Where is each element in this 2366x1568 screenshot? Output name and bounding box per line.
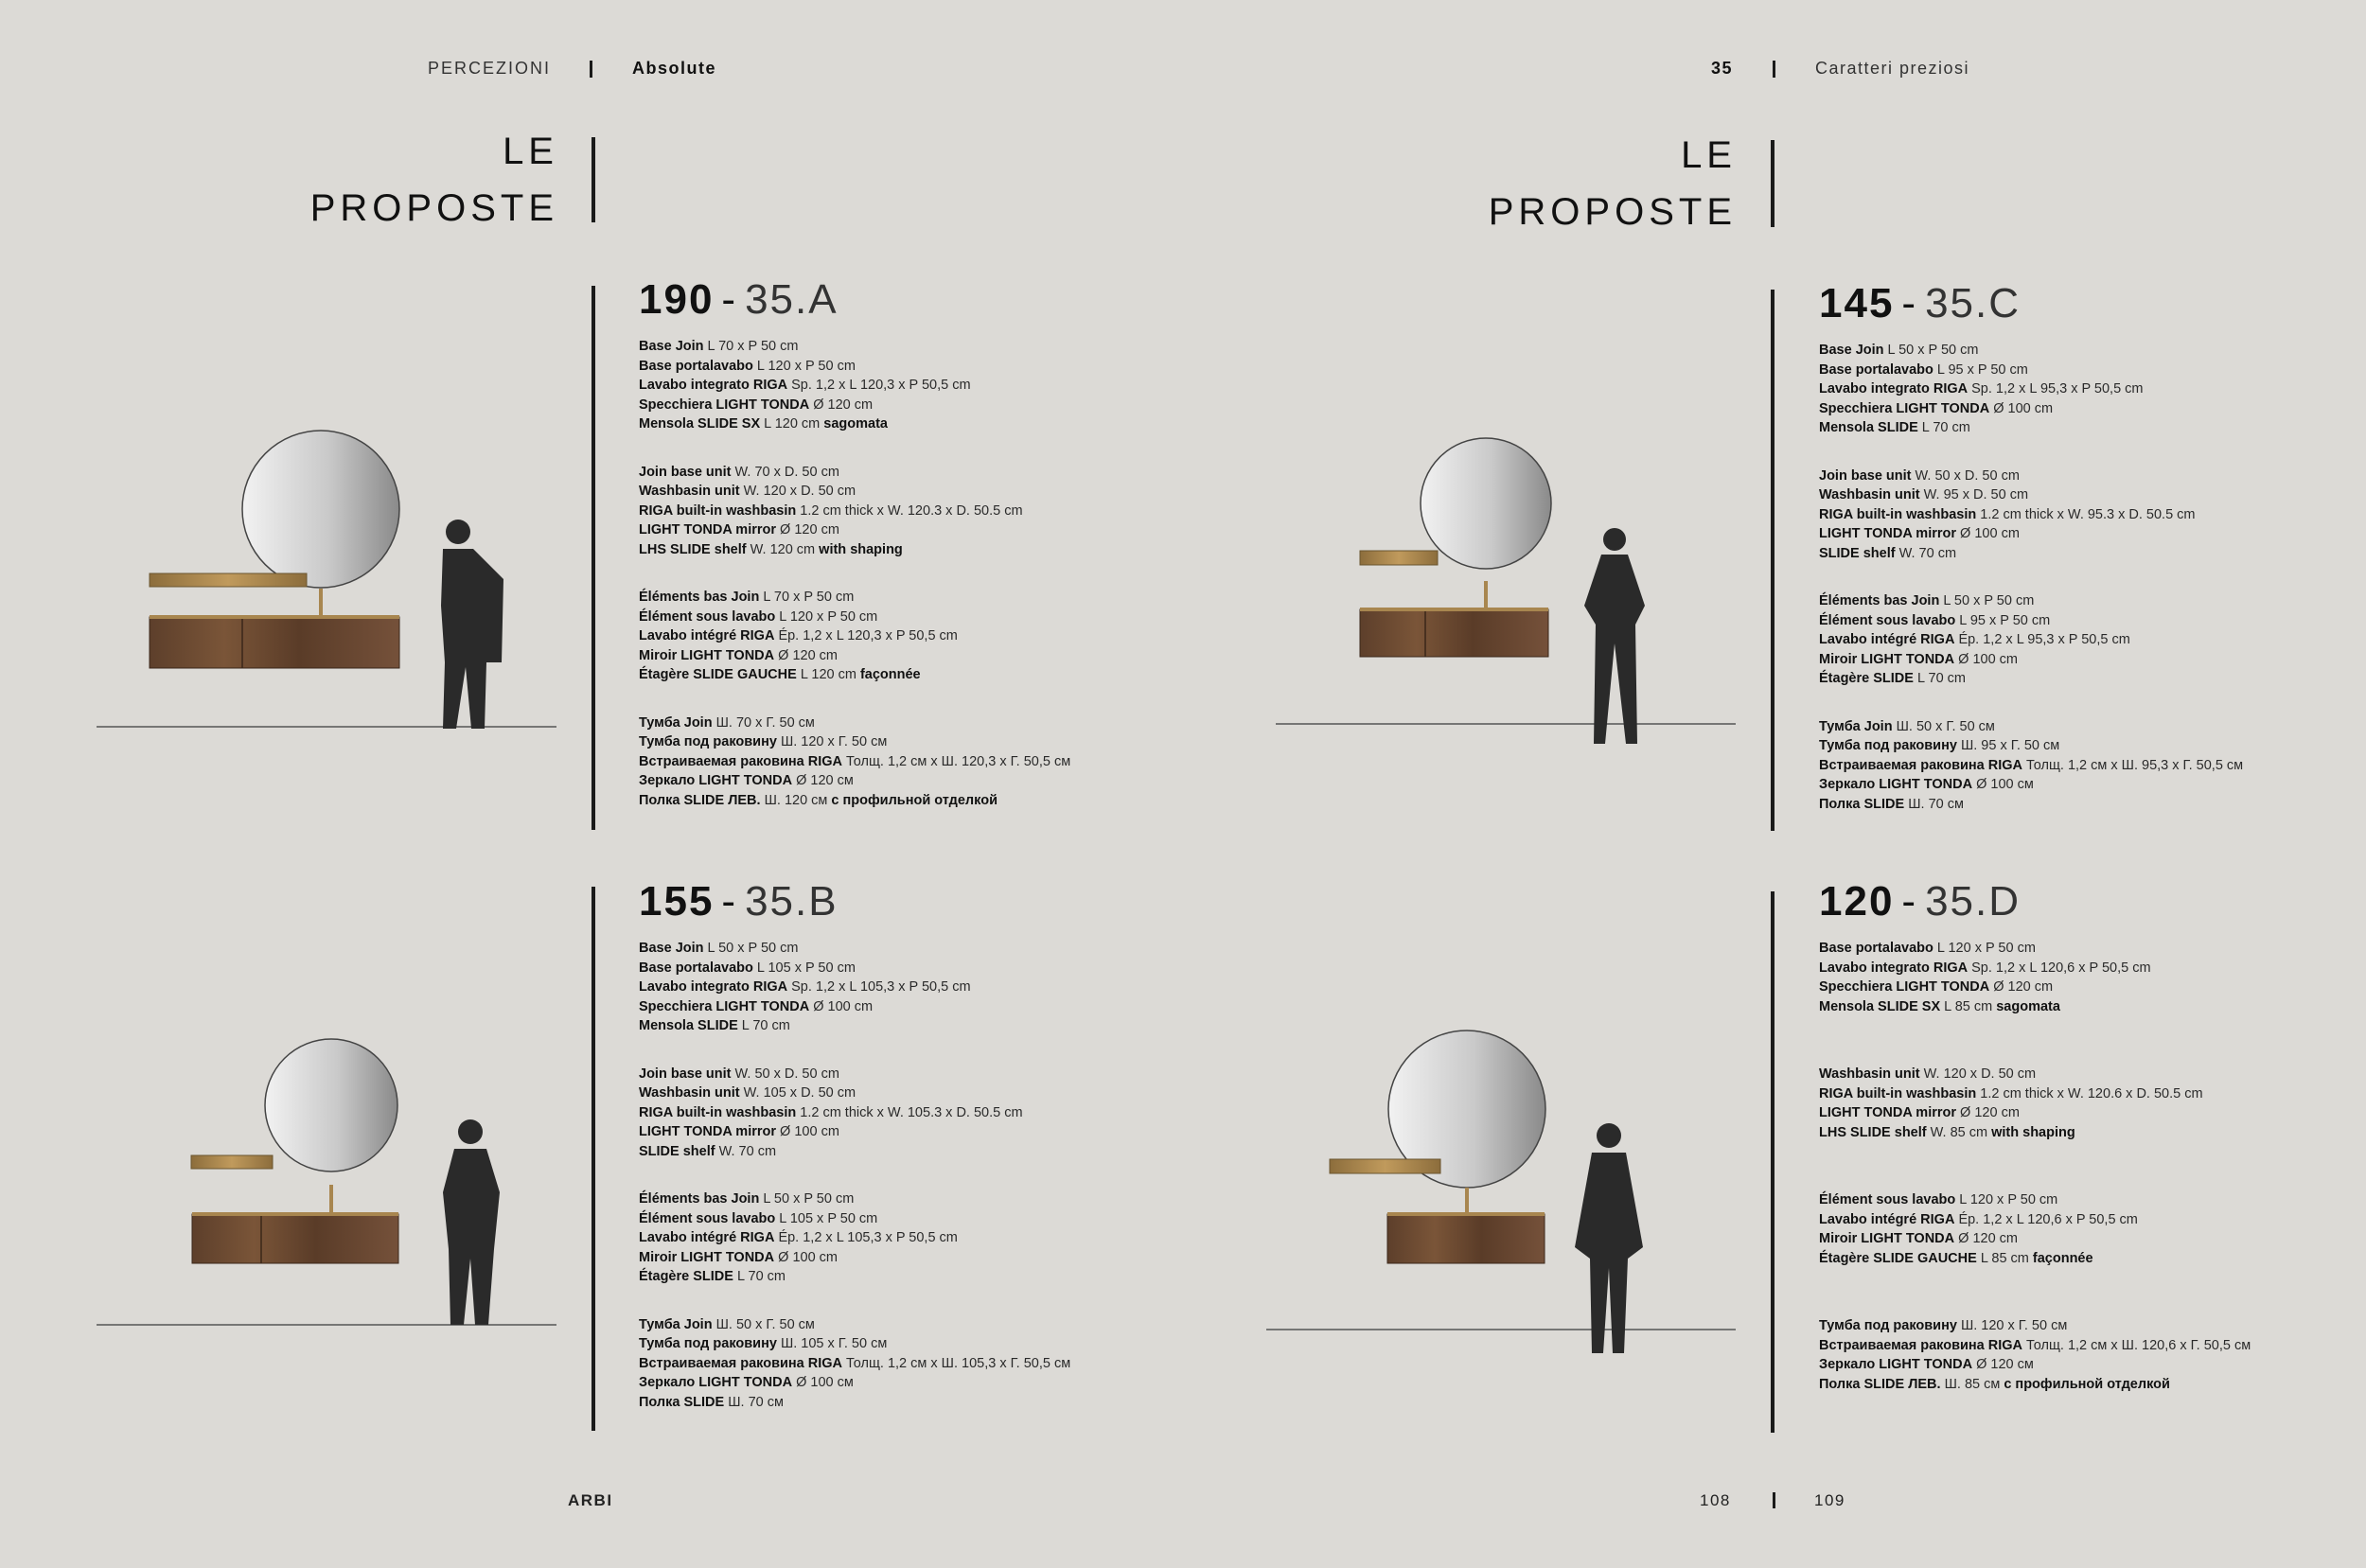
spec-item-name: Élément sous lavabo [639, 1210, 776, 1226]
spec-item-dims: W. 120 x D. 50 cm [1919, 1066, 2037, 1082]
spec-item-name: Зеркало LIGHT TONDA [639, 1375, 793, 1390]
spec-item-dims: Sp. 1,2 x L 120,3 x P 50,5 cm [787, 378, 971, 393]
spec-item-note: sagomata [823, 416, 888, 432]
spec-item-dims: Ø 100 cm [1956, 526, 2020, 541]
round-mirror [242, 431, 399, 588]
spec-item-dims: L 120 x P 50 cm [775, 608, 878, 625]
product-width: 190 [639, 276, 715, 323]
riga-washbasin [192, 1212, 398, 1216]
spec-item-dims: 1.2 cm thick x W. 105.3 x D. 50.5 cm [796, 1104, 1023, 1120]
spec-item-name: SLIDE shelf [1819, 545, 1896, 561]
spec-item-dims: Ш. 105 x Г. 50 см [776, 1336, 888, 1351]
product-width: 155 [639, 878, 715, 925]
spec-item-dims: Ø 100 см [792, 1375, 854, 1390]
spec-item-name: RIGA built-in washbasin [1819, 506, 1977, 522]
spec-item-dims: L 120 x P 50 cm [752, 358, 856, 374]
spec-item-dims: W. 50 x D. 50 cm [1911, 467, 2020, 484]
spec-item-dims: Ép. 1,2 x L 120,6 x P 50,5 cm [1954, 1211, 2138, 1227]
title-right-line1: LE [1681, 134, 1737, 176]
illustration-35c [1276, 438, 1736, 744]
spec-item-dims: L 50 x P 50 cm [759, 1191, 855, 1207]
spec-item-name: Mensola SLIDE [639, 1018, 738, 1033]
spec-item-dims: L 70 cm [1913, 671, 1966, 686]
spec-item-name: Зеркало LIGHT TONDA [1819, 1357, 1973, 1372]
spec-item-dims: Ép. 1,2 x L 120,3 x P 50,5 cm [774, 628, 958, 643]
riga-washbasin [1387, 1212, 1545, 1216]
spec-item-dims: L 50 x P 50 cm [1883, 343, 1979, 358]
vanity-unit [1360, 609, 1548, 657]
spec-item-name: LHS SLIDE shelf [639, 541, 747, 557]
spec-item-dims: L 70 cm [737, 1018, 790, 1033]
spec-item-dims: L 85 cm [1940, 998, 1997, 1014]
spec-item-dims: Ø 120 cm [1989, 979, 2054, 995]
spec-item-name: Éléments bas Join [639, 1191, 760, 1207]
spec-item-dims: L 120 cm [760, 416, 824, 432]
spec-item-dims: 1.2 cm thick x W. 120.6 x D. 50.5 cm [1976, 1085, 2203, 1101]
spec-item-dims: 1.2 cm thick x W. 120.3 x D. 50.5 cm [796, 502, 1023, 519]
slide-shelf [150, 573, 307, 587]
spec-item-dims: Ø 100 см [1972, 777, 2034, 792]
spec-item-name: Lavabo intégré RIGA [1819, 632, 1955, 647]
slide-shelf [1330, 1159, 1440, 1173]
product-code: 35.A [745, 276, 839, 323]
spec-item-name: Встраиваемая раковина RIGA [1819, 757, 2022, 773]
spec-item-name: Éléments bas Join [639, 590, 760, 605]
spec-item-dims: Ép. 1,2 x L 95,3 x P 50,5 cm [1954, 632, 2130, 647]
illustration-35d [1266, 1031, 1736, 1353]
spec-item-name: LIGHT TONDA mirror [639, 1124, 777, 1139]
spec-item-dims: Ø 120 см [792, 773, 854, 788]
spec-item-name: Join base unit [1819, 467, 1912, 484]
spec-item-dims: Толщ. 1,2 см x Ш. 105,3 x Г. 50,5 см [842, 1355, 1071, 1371]
spec-item-name: Lavabo integrato RIGA [639, 979, 788, 995]
spec-item-dims: Ø 100 cm [1954, 651, 2019, 667]
riga-washbasin [1360, 608, 1548, 611]
spec-item-name: Élément sous lavabo [1819, 612, 1956, 628]
spec-item-dims: Ø 120 см [1972, 1357, 2034, 1372]
riga-washbasin [150, 615, 399, 619]
product-code: 35.C [1925, 280, 2022, 326]
spec-item-name: Lavabo intégré RIGA [1819, 1211, 1955, 1227]
vanity-unit [150, 617, 399, 668]
spec-item-dims: 1.2 cm thick x W. 95.3 x D. 50.5 cm [1976, 506, 2196, 522]
title-separator: - [1901, 878, 1918, 925]
spec-item-name: Miroir LIGHT TONDA [1819, 1231, 1955, 1246]
title-separator: - [721, 276, 738, 323]
spec-item-name: Élément sous lavabo [639, 608, 776, 625]
spec-item-dims: Ø 120 cm [1954, 1231, 2019, 1246]
footer-page-left: 108 [1700, 1491, 1731, 1509]
spec-item-dims: L 105 x P 50 cm [752, 960, 856, 976]
header-collection: Absolute [632, 59, 717, 78]
slide-shelf [191, 1155, 273, 1169]
spec-item-dims: Ш. 70 см [1904, 796, 1964, 812]
header-section-left: PERCEZIONI [428, 59, 552, 78]
spec-item-name: Specchiera LIGHT TONDA [1819, 979, 1990, 995]
spec-item-note: с профильной отделкой [2004, 1376, 2170, 1392]
spec-item-dims: Ø 100 cm [774, 1249, 839, 1265]
vanity-unit [1387, 1214, 1545, 1263]
spec-item-dims: Ø 120 cm [1956, 1105, 2020, 1120]
spec-item-name: LIGHT TONDA mirror [1819, 1105, 1957, 1120]
spec-item-note: sagomata [1996, 998, 2060, 1014]
spec-item-dims: L 50 x P 50 cm [703, 941, 799, 956]
spec-item-name: Washbasin unit [639, 1085, 740, 1101]
spec-item-name: Тумба под раковину [1819, 738, 1957, 753]
tap [1484, 581, 1488, 609]
spec-item-dims: W. 85 cm [1926, 1124, 1992, 1140]
spec-item-name: Mensola SLIDE SX [639, 416, 761, 432]
spec-item-name: Полка SLIDE [1819, 796, 1905, 812]
round-mirror [1421, 438, 1551, 569]
slide-shelf [1360, 551, 1438, 565]
spec-item-name: Étagère SLIDE [1819, 671, 1914, 686]
spec-item-dims: L 70 cm [1917, 420, 1970, 435]
spec-item-dims: W. 120 cm [746, 541, 820, 557]
spec-item-name: Lavabo intégré RIGA [639, 628, 775, 643]
spec-item-name: SLIDE shelf [639, 1143, 715, 1159]
spec-item-name: Washbasin unit [639, 484, 740, 499]
title-left-line2: PROPOSTE [309, 187, 558, 229]
spec-item-dims: L 70 x P 50 cm [759, 590, 855, 605]
header-section-right: Caratteri preziosi [1815, 59, 1970, 78]
spec-item-name: RIGA built-in washbasin [639, 502, 797, 519]
spec-item-name: Miroir LIGHT TONDA [1819, 651, 1955, 667]
spec-item-name: LHS SLIDE shelf [1819, 1124, 1927, 1140]
spec-item-name: Встраиваемая раковина RIGA [639, 753, 842, 769]
spec-item-note: with shaping [1991, 1124, 2075, 1140]
spec-item-name: Élément sous lavabo [1819, 1192, 1956, 1207]
spec-item-dims: Sp. 1,2 x L 95,3 x P 50,5 cm [1968, 381, 2144, 396]
product-width: 145 [1819, 280, 1895, 326]
spec-item-name: Specchiera LIGHT TONDA [1819, 400, 1990, 416]
spec-item-name: Тумба Join [639, 714, 713, 731]
spec-item-dims: Ш. 120 см [760, 792, 832, 808]
spec-item-name: Полка SLIDE [639, 1394, 725, 1410]
spec-item-name: Base Join [639, 339, 704, 354]
spec-item-name: RIGA built-in washbasin [1819, 1085, 1977, 1101]
spec-item-name: Lavabo integrato RIGA [639, 378, 788, 393]
round-mirror [265, 1039, 397, 1172]
spec-item-name: Base portalavabo [1819, 361, 1933, 378]
spec-item-dims: Толщ. 1,2 см x Ш. 95,3 x Г. 50,5 см [2022, 757, 2244, 773]
spec-item-dims: Ø 120 cm [774, 647, 839, 663]
spec-item-name: Base portalavabo [639, 358, 753, 374]
spec-item-name: Зеркало LIGHT TONDA [639, 773, 793, 788]
spec-item-dims: W. 70 cm [1895, 545, 1957, 561]
spec-item-dims: L 120 cm [796, 667, 860, 682]
human-figure [1584, 528, 1645, 744]
footer-page-right: 109 [1814, 1491, 1845, 1509]
title-separator: - [1901, 280, 1918, 326]
spec-item-dims: Ш. 70 x Г. 50 см [712, 714, 815, 731]
spec-item-dims: L 50 x P 50 cm [1939, 593, 2035, 608]
spec-item-dims: W. 95 x D. 50 cm [1919, 487, 2029, 502]
spec-item-name: Base Join [1819, 343, 1884, 358]
human-figure [443, 1119, 500, 1325]
spec-item-name: Join base unit [639, 464, 732, 480]
spec-item-dims: Толщ. 1,2 см x Ш. 120,6 x Г. 50,5 см [2022, 1337, 2251, 1353]
spec-item-dims: Ø 100 cm [776, 1124, 839, 1139]
spec-item-name: Base portalavabo [1819, 941, 1933, 956]
spec-item-dims: L 70 cm [733, 1269, 786, 1284]
spec-item-name: Base portalavabo [639, 960, 753, 976]
spec-item-name: LIGHT TONDA mirror [639, 522, 777, 537]
footer-divider [1773, 1492, 1775, 1508]
spec-item-dims: Ш. 95 x Г. 50 см [1956, 738, 2060, 753]
spec-item-name: Washbasin unit [1819, 487, 1920, 502]
spec-item-name: Полка SLIDE ЛЕВ. [639, 792, 761, 808]
spec-item-name: Mensola SLIDE [1819, 420, 1918, 435]
spec-item-note: façonnée [859, 667, 921, 682]
spec-item-dims: Sp. 1,2 x L 120,6 x P 50,5 cm [1968, 960, 2151, 976]
spec-item-dims: Ш. 50 x Г. 50 см [1892, 718, 1995, 734]
spec-item-name: Тумба под раковину [639, 734, 777, 749]
spec-item-dims: Толщ. 1,2 см x Ш. 120,3 x Г. 50,5 см [842, 753, 1071, 769]
human-figure [1575, 1123, 1643, 1353]
spec-item-dims: L 95 x P 50 cm [1933, 361, 2028, 378]
illustration-35b [97, 1039, 556, 1325]
spec-item-dims: Sp. 1,2 x L 105,3 x P 50,5 cm [787, 979, 971, 995]
spec-item-name: Тумба Join [639, 1316, 713, 1332]
spec-item-name: Étagère SLIDE [639, 1269, 733, 1284]
spec-item-name: Éléments bas Join [1819, 593, 1940, 608]
title-separator: - [721, 878, 738, 925]
spec-item-name: LIGHT TONDA mirror [1819, 526, 1957, 541]
spec-item-name: Mensola SLIDE SX [1819, 998, 1941, 1014]
spec-item-dims: L 95 x P 50 cm [1955, 612, 2051, 628]
spec-item-note: с профильной отделкой [831, 792, 998, 808]
human-figure [441, 520, 503, 729]
spec-item-dims: Ш. 85 см [1940, 1376, 2004, 1392]
spec-item-name: Join base unit [639, 1066, 732, 1082]
title-left-line1: LE [503, 131, 558, 172]
tap [319, 589, 323, 617]
spec-item-dims: Ш. 120 x Г. 50 см [776, 734, 888, 749]
spec-item-name: Lavabo intégré RIGA [639, 1230, 775, 1245]
spec-item-note: façonnée [2032, 1250, 2093, 1266]
spec-item-name: Specchiera LIGHT TONDA [639, 396, 810, 413]
spec-item-name: Washbasin unit [1819, 1066, 1920, 1082]
spec-item-name: Lavabo integrato RIGA [1819, 960, 1969, 976]
spec-item-name: Miroir LIGHT TONDA [639, 1249, 775, 1265]
spec-item-name: Полка SLIDE ЛЕВ. [1819, 1376, 1941, 1392]
spec-item-dims: Ø 100 cm [1989, 400, 2054, 416]
spec-item-dims: W. 70 x D. 50 cm [731, 464, 839, 480]
spec-item-note: with shaping [819, 541, 903, 557]
spec-item-dims: L 120 x P 50 cm [1933, 941, 2036, 956]
spec-item-dims: L 105 x P 50 cm [775, 1210, 878, 1226]
spec-item-dims: Ш. 50 x Г. 50 см [712, 1316, 815, 1332]
spec-item-dims: Ш. 120 x Г. 50 см [1956, 1318, 2068, 1333]
spec-item-name: Étagère SLIDE GAUCHE [1819, 1250, 1977, 1266]
spec-item-dims: W. 120 x D. 50 cm [739, 484, 856, 499]
product-code: 35.D [1925, 878, 2022, 925]
spec-item-name: Lavabo integrato RIGA [1819, 381, 1969, 396]
spec-item-name: Тумба под раковину [1819, 1318, 1957, 1333]
footer-brand: ARBI [568, 1491, 613, 1509]
illustration-35a [97, 431, 556, 729]
product-code: 35.B [745, 878, 839, 925]
spec-item-name: Зеркало LIGHT TONDA [1819, 777, 1973, 792]
product-width: 120 [1819, 878, 1895, 925]
spec-item-name: Встраиваемая раковина RIGA [1819, 1337, 2022, 1353]
spec-item-name: Встраиваемая раковина RIGA [639, 1355, 842, 1371]
tap [1465, 1188, 1469, 1216]
title-right-line2: PROPOSTE [1488, 191, 1737, 233]
spec-item-name: RIGA built-in washbasin [639, 1104, 797, 1120]
spec-item-dims: L 70 x P 50 cm [703, 339, 799, 354]
spec-item-dims: L 85 cm [1976, 1250, 2033, 1266]
spec-item-name: Тумба под раковину [639, 1336, 777, 1351]
spec-item-name: Étagère SLIDE GAUCHE [639, 667, 797, 682]
spec-item-name: Base Join [639, 941, 704, 956]
tap [329, 1185, 333, 1213]
vanity-unit [192, 1214, 398, 1263]
spec-item-dims: Ép. 1,2 x L 105,3 x P 50,5 cm [774, 1230, 958, 1245]
spec-item-dims: W. 70 cm [715, 1143, 777, 1159]
spec-item-dims: W. 105 x D. 50 cm [739, 1085, 856, 1101]
spec-item-dims: Ш. 70 см [724, 1394, 784, 1410]
spec-item-dims: Ø 120 cm [809, 396, 874, 413]
header-page-number: 35 [1711, 59, 1734, 78]
spec-item-dims: Ø 100 cm [809, 998, 874, 1014]
spec-item-dims: Ø 120 cm [776, 522, 839, 537]
spec-item-dims: L 120 x P 50 cm [1955, 1192, 2058, 1207]
spec-item-name: Miroir LIGHT TONDA [639, 647, 775, 663]
spec-item-name: Specchiera LIGHT TONDA [639, 998, 810, 1014]
spec-item-name: Тумба Join [1819, 718, 1893, 734]
spec-item-dims: W. 50 x D. 50 cm [731, 1066, 839, 1082]
